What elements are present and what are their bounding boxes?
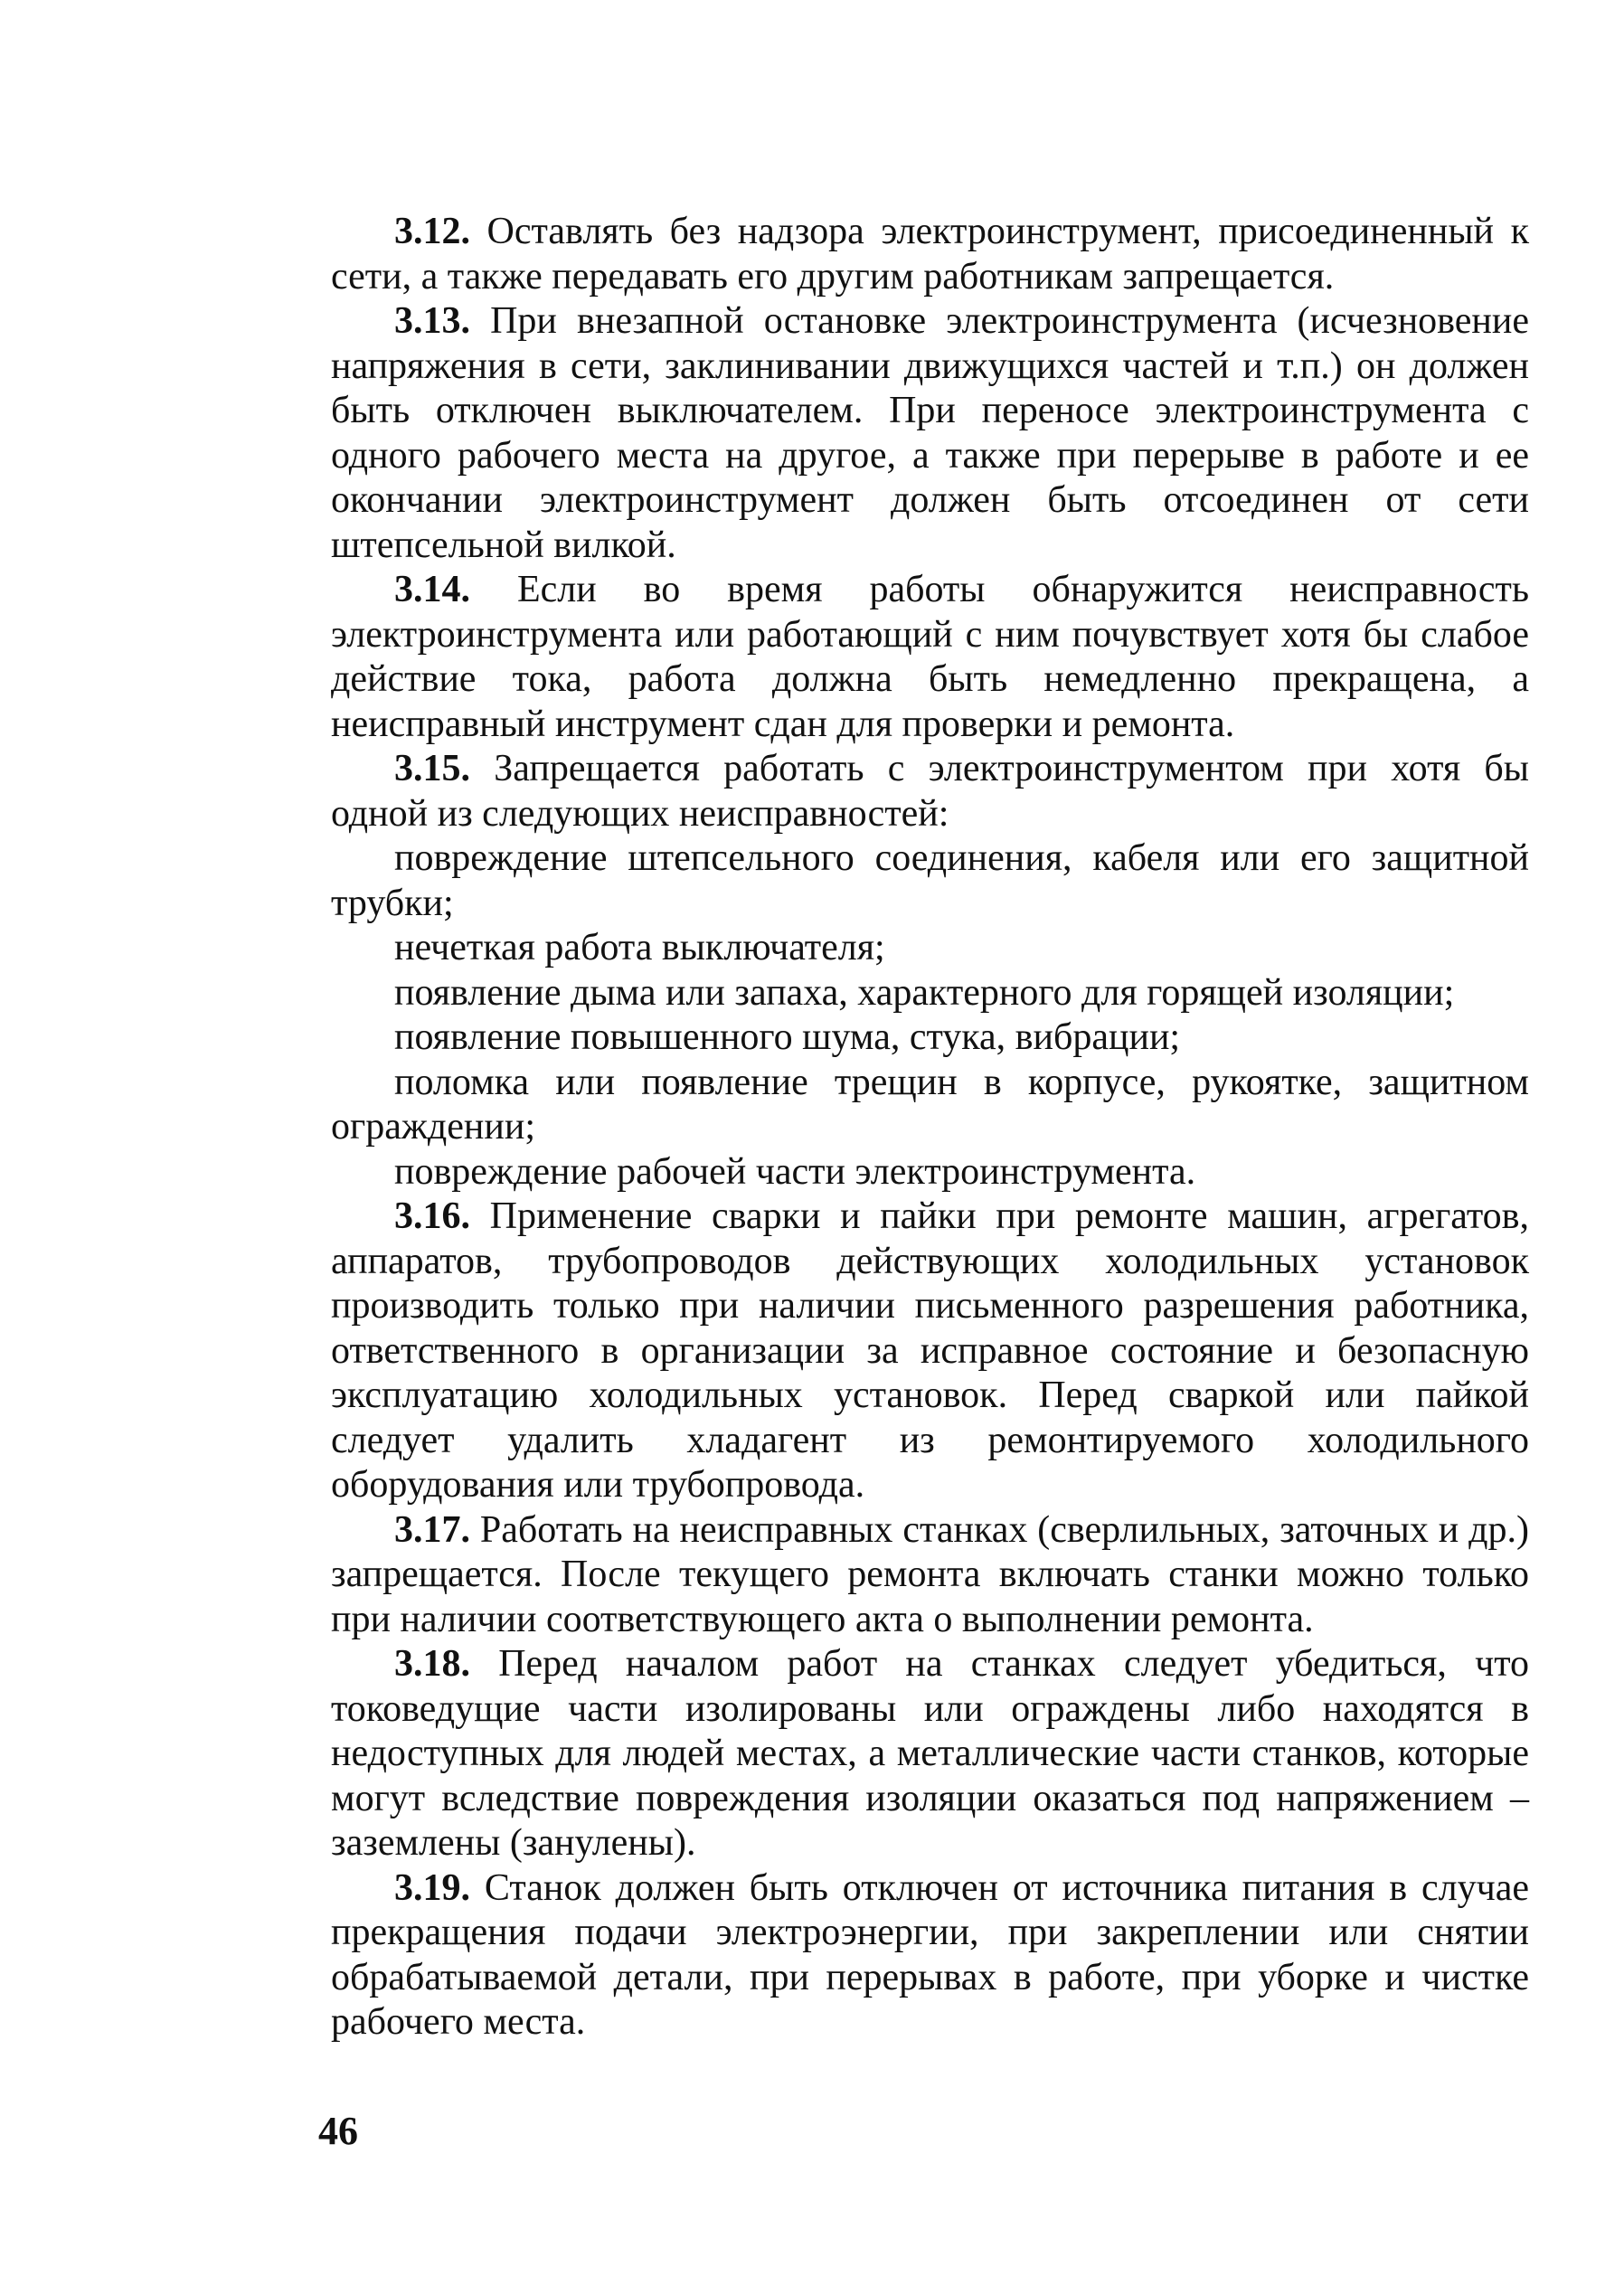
paragraph-3-12 [331,210,1529,299]
paragraph-text: Применение сварки и пайки при ремонте машин, агрегатов, аппаратов, трубопроводов действующих холодильных установок производить только при наличии письменного разрешения работника, ответственного в организации за исправное состояние и безопасную эксплуатацию холодильных установок. Перед сваркой или пайкой следует удалить хладагент из ремонтируемого холодильного оборудования или трубопровода. [331,1195,1529,1506]
paragraph-number: 3.12. [394,211,470,252]
paragraph-number: 3.18. [394,1643,470,1685]
page-number: 46 [318,2109,358,2153]
paragraph-text: При внезапной остановке электроинструмента (исчезновение напряжения в сети, заклинивании движущихся частей и т.п.) он должен быть отключен выключателем. При переносе электроинструмента с одного рабочего места на другое, а также при перерыве в работе и ее окончании электроинструмент должен быть отсоединен от сети штепсельной вилкой. [331,300,1529,566]
paragraph-3-17 [331,1508,1529,1643]
list-item: повреждение штепсельного соединения, кабеля или его защитной трубки; [331,837,1529,924]
paragraph-text: Если во время работы обнаружится неисправность электроинструмента или работающий с ним почувствует хотя бы слабое действие тока, работа должна быть немедленно прекращена, а неисправный инструмент сдан для проверки и ремонта. [331,569,1529,745]
paragraph-text: Запрещается работать с электроинструментом при хотя бы одной из следующих неисправностей: [331,748,1529,835]
paragraph-text: Перед началом работ на станках следует убедиться, что токоведущие части изолированы или ограждены либо находятся в недоступных для людей местах, а металлические части станков, которые могут вследствие повреждения изоляции оказаться под напряжением – заземлены (занулены). [331,1643,1529,1864]
paragraph-text: Станок должен быть отключен от источника питания в случае прекращения подачи электроэнергии, при закреплении или снятии обрабатываемой детали, при перерывах в работе, при уборке и чистке рабочего места. [331,1866,1529,2043]
paragraph-3-18 [331,1642,1529,1866]
paragraph-text: Оставлять без надзора электроинструмент, присоединенный к сети, а также передавать его другим работникам запрещается. [331,211,1529,298]
paragraph-number: 3.17. [394,1508,470,1551]
paragraph-text: Работать на неисправных станках (сверлильных, заточных и др.) запрещается. После текущего ремонта включать станки можно только при наличии соответствующего акта о выполнении ремонта. [331,1508,1529,1640]
paragraph-3-13 [331,299,1529,568]
paragraph-3-19 [331,1866,1529,2045]
paragraph-3-14 [331,568,1529,747]
paragraph-number: 3.15. [394,748,470,789]
list-item: появление дыма или запаха, характерного для горящей изоляции; [394,971,1455,1014]
paragraph-3-15 [331,747,1529,836]
paragraph-number: 3.19. [394,1866,470,1909]
page-body [331,210,1529,2045]
list-item: повреждение рабочей части электроинструмента. [394,1150,1196,1193]
paragraph-number: 3.14. [394,569,470,610]
paragraph-3-16 [331,1195,1529,1508]
list-item: поломка или появление трещин в корпусе, рукоятке, защитном ограждении; [331,1061,1529,1148]
paragraph-number: 3.13. [394,300,470,342]
list-item: нечеткая работа выключателя; [394,927,885,968]
paragraph-number: 3.16. [394,1195,470,1237]
list-item: появление повышенного шума, стука, вибрации; [394,1016,1181,1058]
